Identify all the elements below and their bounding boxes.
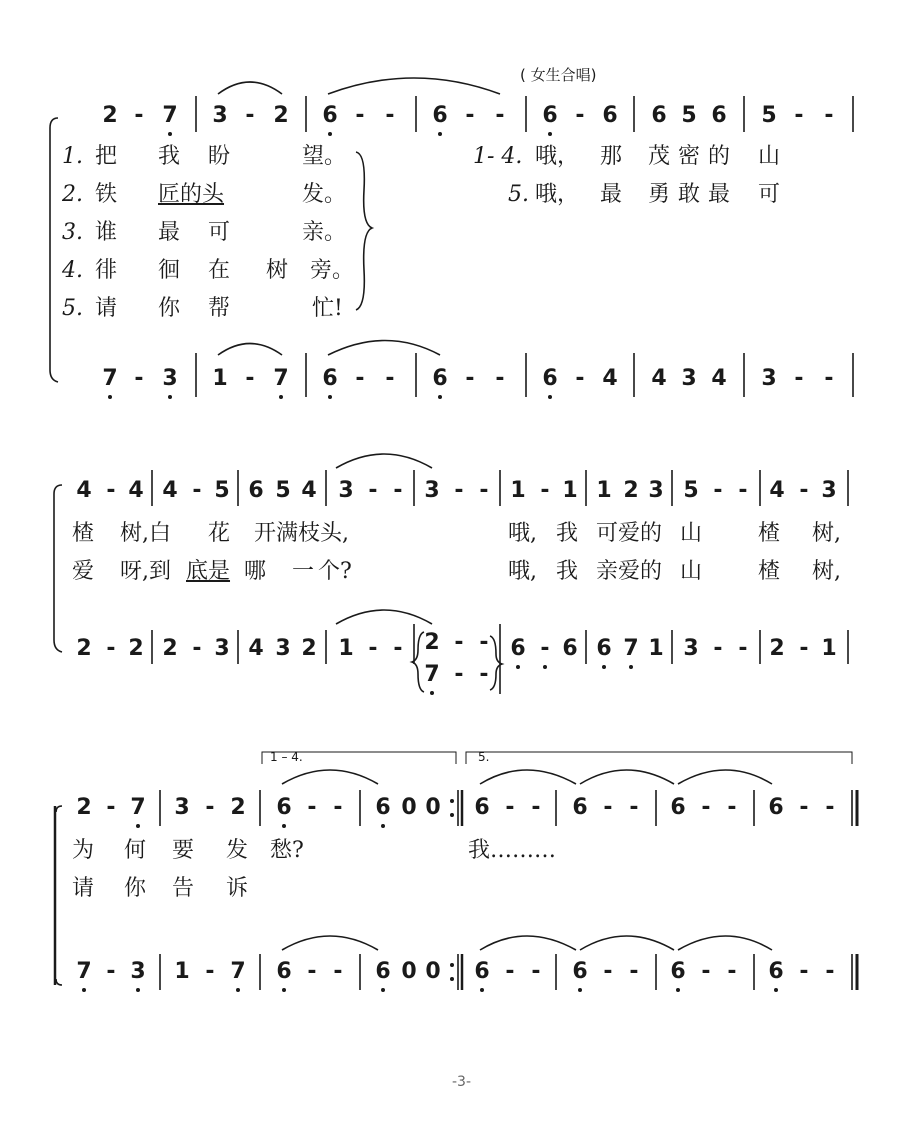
lyric-word: 把 — [95, 144, 118, 169]
lyric-word: 山 — [680, 559, 703, 584]
lyric-word: 哦， — [535, 144, 580, 169]
note: 2 — [102, 103, 118, 128]
lyric-word: 发。 — [302, 182, 347, 207]
note: - — [531, 959, 541, 984]
lyric-word: 铁 — [95, 182, 118, 207]
note: 3 — [174, 795, 190, 820]
note: - — [701, 795, 711, 820]
lyric-word: 山 — [680, 521, 703, 546]
note: 6 — [711, 103, 727, 128]
note: - — [245, 103, 255, 128]
note: - — [333, 959, 343, 984]
note: - — [799, 636, 809, 661]
note: 3 — [338, 478, 354, 503]
lyric-word: 为 — [72, 838, 95, 863]
lyric-word: 亲爱的 — [596, 559, 663, 584]
note: - — [307, 795, 317, 820]
note: - — [799, 478, 809, 503]
lyric-word: 旁。 — [310, 258, 355, 283]
verse-number: 2. — [62, 182, 83, 207]
note: - — [454, 630, 464, 655]
note: 4 — [128, 478, 144, 503]
note: - — [106, 795, 116, 820]
note: - — [540, 636, 550, 661]
note: 7 — [230, 959, 246, 984]
note: - — [575, 366, 585, 391]
note: - — [479, 478, 489, 503]
note: 6 — [375, 795, 391, 820]
note: 6 — [474, 959, 490, 984]
lyric-word: 树,白 — [120, 521, 171, 546]
note: 5 — [681, 103, 697, 128]
note: - — [738, 636, 748, 661]
lyric-word: 爱 — [72, 559, 95, 584]
lyric-word: 那 — [600, 144, 623, 169]
note: 7 — [273, 366, 289, 391]
lyric-word: 山 — [758, 144, 781, 169]
lyric-word: 花 — [208, 521, 231, 546]
note: 3 — [821, 478, 837, 503]
note: 2 — [769, 636, 785, 661]
note: 3 — [681, 366, 697, 391]
lyric-word: 盼 — [208, 144, 231, 169]
note: - — [825, 959, 835, 984]
part-label: ( 女生合唱) — [520, 66, 597, 84]
note: 4 — [301, 478, 317, 503]
note: - — [245, 366, 255, 391]
note: 6 — [670, 959, 686, 984]
lyric-word: 哦, — [508, 559, 537, 584]
note: 6 — [322, 366, 338, 391]
note: 2 — [623, 478, 639, 503]
note: 4 — [76, 478, 92, 503]
note: - — [192, 478, 202, 503]
lyric-word: 树, — [812, 559, 841, 584]
note: - — [205, 795, 215, 820]
note: 6 — [510, 636, 526, 661]
lyric-word: 徘 — [95, 258, 118, 283]
note: 6 — [375, 959, 391, 984]
note: - — [727, 959, 737, 984]
note: 0 — [401, 959, 417, 984]
note: - — [603, 959, 613, 984]
note: - — [575, 103, 585, 128]
lyric-word: 的 — [708, 144, 731, 169]
lyric-word: 亲。 — [302, 220, 347, 245]
note: 6 — [542, 103, 558, 128]
volta-2-label: 5. — [478, 750, 490, 764]
note: 7 — [424, 662, 440, 687]
note: 4 — [248, 636, 264, 661]
note: - — [825, 795, 835, 820]
note: - — [385, 366, 395, 391]
note: 1 — [174, 959, 190, 984]
verse-number: 5. — [508, 182, 529, 207]
lyric-word: 树, — [812, 521, 841, 546]
lyric-word: 最 — [158, 220, 181, 245]
lyric-word: 我 — [158, 144, 181, 169]
lyric-word: 发 — [226, 838, 249, 863]
note: - — [368, 636, 378, 661]
note: 6 — [432, 103, 448, 128]
lyric-word: 楂 — [758, 559, 781, 584]
note: 5 — [214, 478, 230, 503]
note: - — [799, 795, 809, 820]
note: 3 — [648, 478, 664, 503]
note: - — [333, 795, 343, 820]
lyric-word: 最 — [600, 182, 623, 207]
lyric-word: 望。 — [302, 144, 347, 169]
note: 1 — [212, 366, 228, 391]
note: 0 — [401, 795, 417, 820]
system1-bracket — [50, 118, 58, 382]
note: 6 — [276, 959, 292, 984]
note: - — [531, 795, 541, 820]
note: - — [629, 959, 639, 984]
note: 6 — [542, 366, 558, 391]
lyric-word: 敢 — [678, 182, 701, 207]
lyric-word: 个? — [318, 559, 352, 584]
lyric-word: 诉 — [226, 876, 249, 901]
note: 1 — [338, 636, 354, 661]
verse-number: 4. — [62, 258, 83, 283]
lyric-word: 哪 — [244, 559, 267, 584]
verse-number: 3. — [62, 220, 83, 245]
lyric-word: 一 — [292, 559, 315, 584]
note: 6 — [651, 103, 667, 128]
note: 7 — [76, 959, 92, 984]
note: 6 — [432, 366, 448, 391]
note: - — [603, 795, 613, 820]
note: 4 — [602, 366, 618, 391]
note: - — [629, 795, 639, 820]
note: 1 — [596, 478, 612, 503]
note: 4 — [769, 478, 785, 503]
note: - — [355, 366, 365, 391]
note: 6 — [596, 636, 612, 661]
system2-bracket — [54, 485, 62, 652]
note: 3 — [275, 636, 291, 661]
note: - — [106, 959, 116, 984]
note: 2 — [76, 636, 92, 661]
note: 6 — [768, 795, 784, 820]
note: - — [495, 103, 505, 128]
note: 4 — [162, 478, 178, 503]
note: 3 — [130, 959, 146, 984]
lyric-word: 匠的头 — [158, 182, 225, 207]
lyric-word: 可 — [758, 182, 781, 207]
note: 3 — [214, 636, 230, 661]
lyric-word: 徊 — [158, 258, 181, 283]
note: 6 — [248, 478, 264, 503]
note: 6 — [768, 959, 784, 984]
note: 2 — [301, 636, 317, 661]
note: 5 — [761, 103, 777, 128]
note: 2 — [273, 103, 289, 128]
lyric-word: 密 — [678, 144, 701, 169]
note: 2 — [162, 636, 178, 661]
lyric-word: 帮 — [208, 296, 231, 321]
lyric-word: 开满枝 — [254, 521, 321, 546]
note: - — [465, 366, 475, 391]
note: - — [794, 366, 804, 391]
lyric-word: 我……… — [468, 838, 557, 863]
note: - — [713, 636, 723, 661]
note: - — [393, 636, 403, 661]
note: 0 — [425, 959, 441, 984]
lyric-word: 要 — [172, 838, 195, 863]
note: - — [393, 478, 403, 503]
note: - — [495, 366, 505, 391]
note: - — [307, 959, 317, 984]
note: - — [713, 478, 723, 503]
note: - — [505, 959, 515, 984]
note: - — [205, 959, 215, 984]
note: 5 — [683, 478, 699, 503]
note: 3 — [424, 478, 440, 503]
note: 6 — [572, 959, 588, 984]
note: 6 — [572, 795, 588, 820]
note: 1 — [821, 636, 837, 661]
lyric-word: 何 — [124, 838, 147, 863]
note: - — [106, 636, 116, 661]
note: - — [479, 662, 489, 687]
note: - — [794, 103, 804, 128]
lyric-word: 可 — [208, 220, 231, 245]
note: 3 — [212, 103, 228, 128]
lyric-word: 我 — [556, 559, 579, 584]
lyric-word: 树 — [266, 258, 289, 283]
lyric-word: 头, — [320, 521, 349, 546]
lyric-word: 呀,到 — [120, 559, 171, 584]
note: - — [385, 103, 395, 128]
lyric-word: 最 — [708, 182, 731, 207]
note: - — [824, 366, 834, 391]
note: 6 — [562, 636, 578, 661]
lyric-word: 可爱的 — [596, 521, 663, 546]
low-octave-dots — [82, 132, 781, 992]
note: - — [799, 959, 809, 984]
note: - — [192, 636, 202, 661]
note: 7 — [162, 103, 178, 128]
verse-number: 1- 4. — [473, 144, 523, 169]
lyric-word: 忙! — [312, 296, 343, 321]
lyric-word: 你 — [124, 876, 147, 901]
verse-number: 1. — [62, 144, 83, 169]
lyric-word: 请 — [72, 876, 95, 901]
lyric-word: 哦， — [535, 182, 580, 207]
lyric-word: 茂 — [648, 144, 671, 169]
note: 2 — [230, 795, 246, 820]
lyric-word: 你 — [158, 296, 181, 321]
note: 3 — [162, 366, 178, 391]
note: 2 — [76, 795, 92, 820]
note: 6 — [602, 103, 618, 128]
note: - — [355, 103, 365, 128]
note: 7 — [130, 795, 146, 820]
lyric-word: 请 — [95, 296, 118, 321]
note: 6 — [474, 795, 490, 820]
note: - — [479, 630, 489, 655]
verse-number: 5. — [62, 296, 83, 321]
lyric-word: 我 — [556, 521, 579, 546]
note: 5 — [275, 478, 291, 503]
note: - — [540, 478, 550, 503]
lyric-word: 楂 — [758, 521, 781, 546]
note: - — [727, 795, 737, 820]
note: - — [505, 795, 515, 820]
note: - — [106, 478, 116, 503]
note: - — [454, 662, 464, 687]
lyric-word: 楂 — [72, 521, 95, 546]
lyric-word: 勇 — [648, 182, 671, 207]
note: 6 — [322, 103, 338, 128]
lyric-word: 告 — [172, 876, 195, 901]
volta-1-label: 1 – 4. — [270, 750, 303, 764]
lyric-word: 底是 — [186, 559, 231, 584]
note: - — [134, 366, 144, 391]
note: - — [701, 959, 711, 984]
lyric-word: 在 — [208, 258, 231, 283]
note: 3 — [683, 636, 699, 661]
note: - — [368, 478, 378, 503]
lyric-word: 谁 — [95, 220, 118, 245]
note: 4 — [711, 366, 727, 391]
note: 7 — [102, 366, 118, 391]
note: 7 — [623, 636, 639, 661]
note: 4 — [651, 366, 667, 391]
note: 0 — [425, 795, 441, 820]
note: 3 — [761, 366, 777, 391]
note: 1 — [562, 478, 578, 503]
note: 2 — [424, 630, 440, 655]
note: - — [134, 103, 144, 128]
note: - — [454, 478, 464, 503]
note: - — [465, 103, 475, 128]
note: - — [738, 478, 748, 503]
page-number: -3- — [452, 1074, 472, 1090]
note: 1 — [648, 636, 664, 661]
note: 6 — [276, 795, 292, 820]
lyric-word: 哦, — [508, 521, 537, 546]
note: 1 — [510, 478, 526, 503]
note: - — [824, 103, 834, 128]
note: 6 — [670, 795, 686, 820]
note: 2 — [128, 636, 144, 661]
lyric-word: 愁? — [270, 838, 304, 863]
